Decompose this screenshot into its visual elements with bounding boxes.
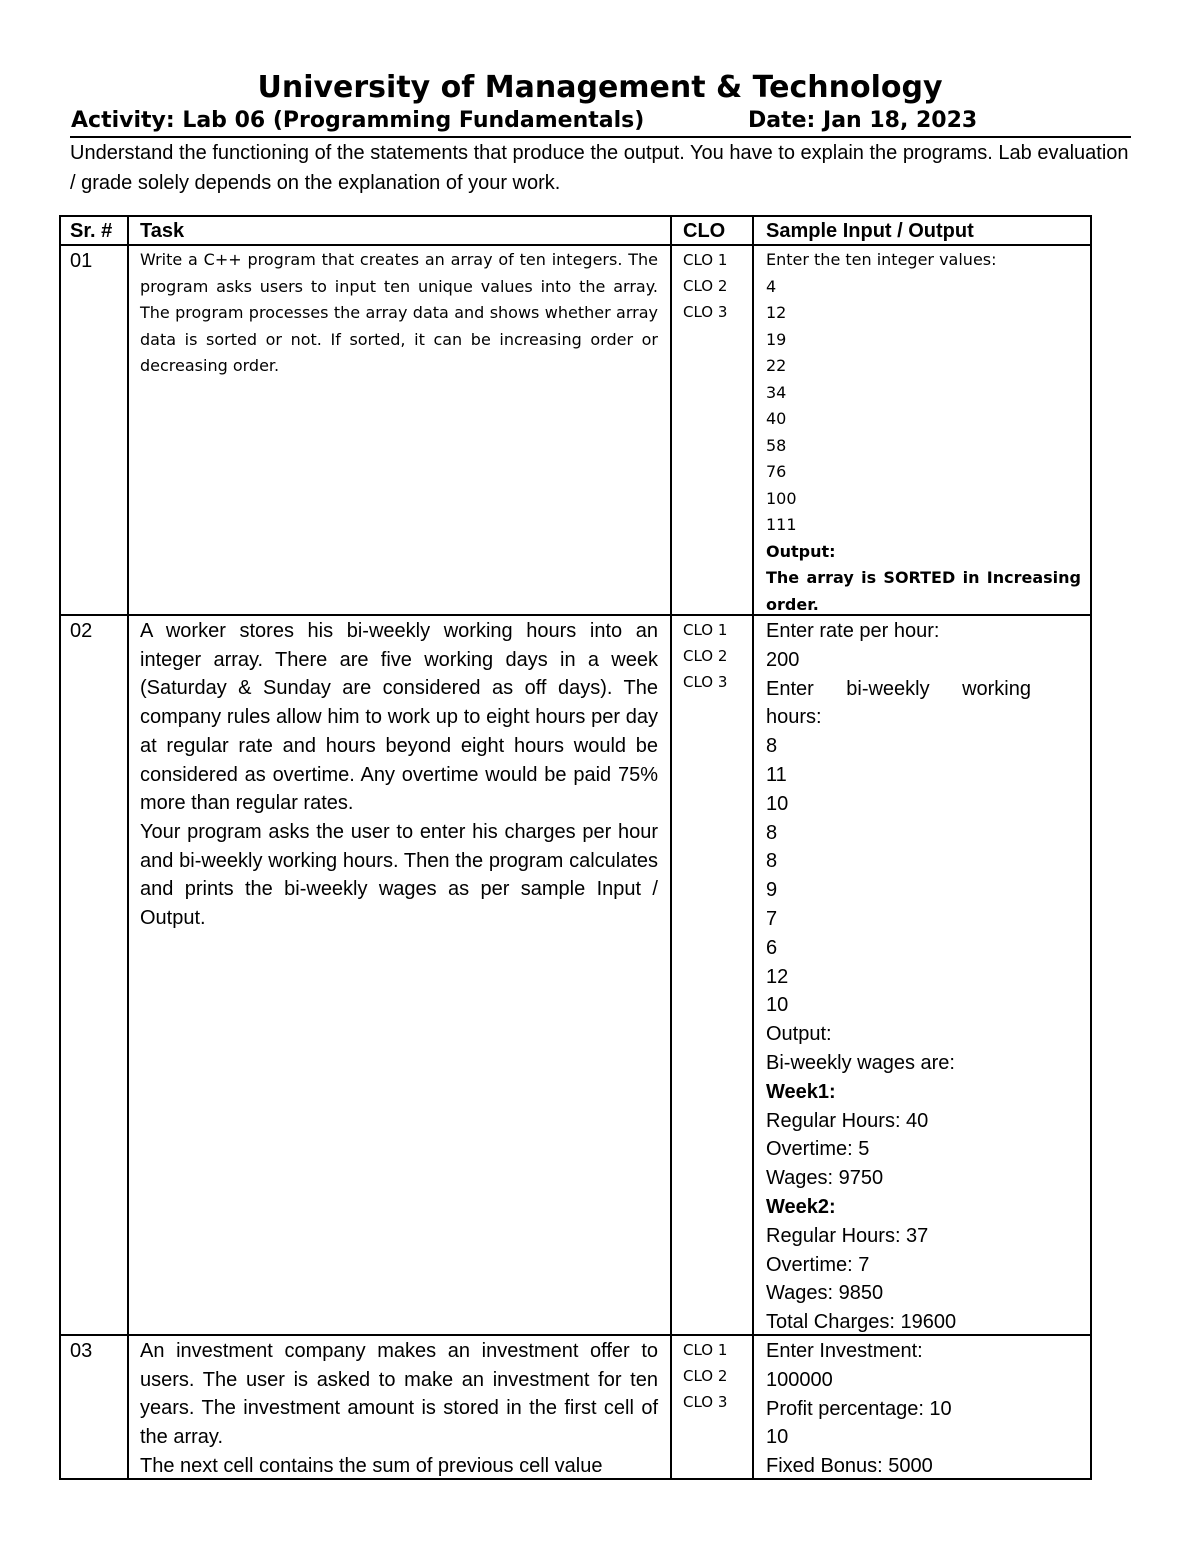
clo-item: CLO 3 (683, 303, 728, 321)
clo-item: CLO 3 (683, 1393, 728, 1411)
column-header-clo: CLO (683, 220, 726, 242)
input-value: 100000 (766, 1368, 833, 1391)
column-header-sr: Sr. # (70, 220, 113, 242)
input-value: 8 (766, 850, 778, 873)
task-paragraph: A worker stores his bi-weekly working hours into an integer array. There are five working days in a week (Saturday & Sunday are considered as off days). The company rules allow him to work up to eight hours per day at regular rate and hours beyond eight hours would be considered as overtime. Any overtime would be paid 75% more than regular rates. (140, 620, 658, 815)
input-value: 11 (766, 763, 787, 786)
output-text: The array is SORTED in Increasing (766, 568, 1081, 587)
task-paragraph: An investment company makes an investment offer to users. The user is asked to make an investment for ten years. The investment amount is stored in the first cell of the array. (140, 1340, 658, 1449)
input-value: 34 (766, 382, 787, 402)
clo-item: CLO 2 (683, 1367, 728, 1385)
input-value: 22 (766, 356, 787, 375)
output-text: Wages: 9850 (766, 1282, 884, 1305)
week-heading: Week1: (766, 1080, 836, 1103)
input-value: 7 (766, 907, 778, 930)
output-text: Overtime: 5 (766, 1138, 870, 1161)
sample-io (766, 617, 1081, 1337)
intro-paragraph: Understand the functioning of the statements that produce the output. You have to explain the programs. Lab evaluation / grade solely depends on the explanation of your work. (70, 142, 1129, 194)
activity-label: Activity: Lab 06 (Programming Fundamentals) (71, 108, 645, 133)
input-value: 19 (766, 329, 787, 349)
input-value: 4 (766, 276, 777, 296)
clo-item: CLO 2 (683, 277, 728, 295)
input-value: 58 (766, 435, 787, 455)
output-text: order. (766, 594, 819, 614)
table-column-divider (670, 215, 672, 1480)
clo-list (683, 617, 748, 695)
input-value: 111 (766, 515, 797, 534)
input-value: 9 (766, 879, 778, 902)
page-title: University of Management & Technology (257, 70, 943, 105)
input-value: 12 (766, 965, 789, 988)
output-text: Wages: 9750 (766, 1167, 884, 1190)
input-prompt: Enter the ten integer values: (766, 250, 997, 269)
row-number: 03 (70, 1340, 93, 1362)
task-paragraph: Your program asks the user to enter his charges per hour and bi-weekly working hours. Then the program calculates and prints the bi-weekly wages as per sample Input / Output. (140, 820, 658, 930)
input-prompt: Enter bi-weekly working (766, 677, 1031, 700)
column-header-task: Task (140, 220, 185, 242)
task-description: Write a C++ program that creates an array of ten integers. The program asks users to input ten unique values into the array. The program processes the array data and shows whether array data is sorted or not. If sorted, it can be increasing order or decreasing order. (140, 250, 658, 375)
output-text: Bi-weekly wages are: (766, 1051, 955, 1074)
input-value: 10 (766, 994, 789, 1017)
input-value: 6 (766, 936, 778, 959)
clo-item: CLO 1 (683, 251, 728, 269)
clo-item: CLO 1 (683, 621, 728, 639)
input-value: 12 (766, 303, 787, 322)
input-value: 8 (766, 821, 778, 844)
task-description (140, 1337, 658, 1481)
input-prompt: Enter rate per hour: (766, 620, 940, 642)
clo-item: CLO 1 (683, 1341, 728, 1359)
table-border-left (59, 215, 61, 1480)
clo-item: CLO 2 (683, 647, 728, 665)
sample-io (766, 1337, 1081, 1481)
week-heading: Week2: (766, 1195, 836, 1218)
output-text: Overtime: 7 (766, 1253, 870, 1276)
input-value: 8 (766, 735, 778, 758)
input-value: 40 (766, 409, 787, 428)
table-column-divider (127, 215, 129, 1480)
output-label: Output: (766, 1023, 832, 1046)
input-value: 100 (766, 488, 797, 508)
input-prompt: Enter Investment: (766, 1340, 923, 1362)
clo-item: CLO 3 (683, 673, 728, 691)
table-border-right (1090, 215, 1092, 1480)
table-column-divider (752, 215, 754, 1480)
input-prompt: hours: (766, 706, 822, 729)
output-text: Regular Hours: 37 (766, 1224, 929, 1247)
row-number: 01 (70, 250, 93, 272)
clo-list (683, 1337, 748, 1415)
output-text: Regular Hours: 40 (766, 1109, 929, 1132)
row-number: 02 (70, 620, 93, 642)
output-text: Total Charges: 19600 (766, 1311, 957, 1334)
input-value: 10 (766, 1426, 789, 1449)
input-prompt: Profit percentage: 10 (766, 1397, 952, 1420)
task-description (140, 617, 658, 933)
task-paragraph: The next cell contains the sum of previous cell value (140, 1454, 603, 1477)
input-value: 10 (766, 792, 789, 815)
column-header-sample: Sample Input / Output (766, 220, 974, 242)
date-label: Date: Jan 18, 2023 (748, 108, 978, 133)
input-prompt: Fixed Bonus: 5000 (766, 1455, 933, 1478)
output-label: Output: (766, 541, 836, 561)
clo-list (683, 247, 748, 325)
input-value: 200 (766, 648, 800, 671)
sample-io (766, 247, 1081, 618)
input-value: 76 (766, 462, 787, 481)
